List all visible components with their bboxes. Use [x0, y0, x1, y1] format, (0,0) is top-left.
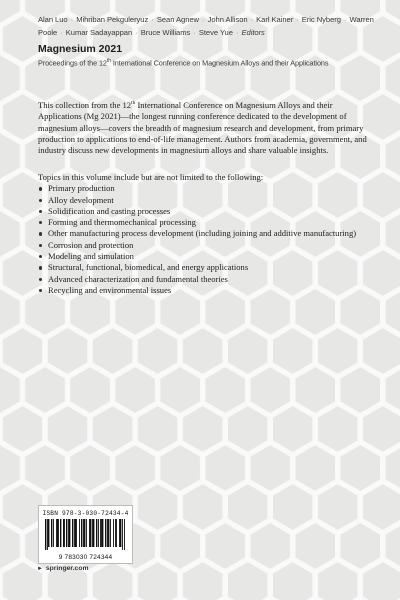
- barcode-bar: [102, 519, 103, 547]
- hexagon-shape: [294, 444, 337, 493]
- hexagon-shape: [114, 444, 156, 493]
- book-title: Magnesium 2021: [38, 43, 123, 55]
- topic-item: Recycling and environmental issues: [38, 285, 368, 296]
- author-name: Eric Nyberg: [301, 15, 341, 24]
- hexagon-shape: [24, 366, 67, 415]
- barcode-bar: [120, 519, 121, 547]
- barcode-bar: [66, 519, 67, 547]
- barcode-bar: [96, 519, 97, 547]
- author-name: Mihriban Pekguleryuz: [76, 15, 149, 24]
- barcode-bar: [89, 519, 90, 547]
- editors-label: Editors: [241, 27, 265, 37]
- barcode-bar: [107, 519, 108, 547]
- hexagon-shape: [69, 366, 112, 415]
- barcode-bar: [124, 519, 125, 550]
- hexagon-shape: [227, 327, 269, 376]
- author-name: Karl Kainer: [256, 15, 294, 24]
- barcode-bar: [69, 519, 70, 547]
- topics-intro: Topics in this volume include but are not limited to the following:: [38, 172, 264, 182]
- barcode-bar: [116, 519, 117, 547]
- barcode-digits: 9 783030 724344: [58, 554, 113, 561]
- hexagon-shape: [317, 483, 360, 532]
- author-separator: ·: [248, 15, 256, 24]
- topic-list: [38, 183, 368, 296]
- hexagon-shape: [69, 444, 112, 493]
- barcode-bar: [83, 519, 84, 547]
- hexagon-shape: [339, 444, 382, 493]
- hexagon-shape: [136, 327, 178, 376]
- topic-item: Solidification and casting processes: [38, 206, 368, 217]
- hexagon-shape: [272, 327, 314, 376]
- hexagon-shape: [317, 405, 360, 454]
- hexagon-shape: [204, 444, 247, 493]
- topic-item: Other manufacturing process development (including joining and additive manufacturing): [38, 228, 368, 239]
- hexagon-shape: [272, 483, 314, 532]
- hexagon-shape: [227, 483, 269, 532]
- authors-line: [38, 14, 383, 39]
- barcode-bar: [101, 519, 102, 547]
- author-separator: ·: [68, 15, 76, 24]
- hexagon-shape: [294, 366, 337, 415]
- barcode-box: [38, 505, 133, 564]
- barcode-bar: [98, 519, 99, 547]
- barcode-bar: [76, 519, 77, 547]
- barcode-bar: [74, 519, 75, 547]
- hexagon-shape: [204, 522, 247, 571]
- barcode-bar: [68, 519, 69, 547]
- hexagon-shape: [181, 327, 224, 376]
- hexagon-shape: [1, 405, 43, 454]
- barcode-bar: [47, 519, 48, 550]
- hexagon-shape: [294, 522, 337, 571]
- hexagon-shape: [181, 483, 224, 532]
- topic-item: Corrosion and protection: [38, 240, 368, 251]
- hexagon-shape: [46, 327, 89, 376]
- hexagon-shape: [339, 522, 382, 571]
- hexagon-shape: [91, 327, 133, 376]
- author-separator: ·: [191, 27, 198, 37]
- hexagon-shape: [159, 522, 202, 571]
- hexagon-shape: [249, 522, 291, 571]
- barcode-bar: [79, 519, 80, 547]
- hexagon-shape: [272, 405, 314, 454]
- topic-item: Modeling and simulation: [38, 251, 368, 262]
- arrow-icon: ►: [37, 566, 43, 572]
- author-name: Kumar Sadayappan: [65, 27, 133, 37]
- hexagon-shape: [136, 483, 178, 532]
- topics-section: [38, 172, 368, 296]
- author-separator: ·: [149, 15, 156, 24]
- hexagon-shape: [24, 444, 67, 493]
- topic-item: Alloy development: [38, 195, 368, 206]
- barcode-bar: [108, 519, 109, 547]
- barcode-bar: [51, 519, 52, 547]
- hexagon-shape: [159, 366, 202, 415]
- hexagon-shape: [227, 405, 269, 454]
- hexagon-shape: [249, 366, 291, 415]
- barcode-bar: [93, 519, 94, 547]
- barcode-bar: [53, 519, 54, 547]
- author-separator: ·: [341, 15, 349, 24]
- hexagon-shape: [159, 444, 202, 493]
- hexagon-shape: [339, 366, 382, 415]
- topic-item: Primary production: [38, 183, 368, 194]
- topic-item: Forming and thermomechanical processing: [38, 217, 368, 228]
- author-name: Sean Agnew: [156, 15, 199, 24]
- hexagon-shape: [91, 405, 133, 454]
- barcode-bar: [81, 519, 82, 547]
- barcode-bar: [110, 519, 111, 547]
- barcode-bar: [56, 519, 57, 547]
- website-text: springer.com: [45, 565, 89, 572]
- barcode-bar: [119, 519, 120, 547]
- author-name: Bruce Williams: [140, 27, 191, 37]
- barcode-bar: [48, 519, 49, 547]
- barcode-bar: [100, 519, 101, 547]
- author-separator: ·: [233, 27, 241, 37]
- author-name: Alan Luo: [38, 15, 68, 24]
- author-name: Steve Yue: [198, 27, 233, 37]
- hexagon-shape: [181, 405, 224, 454]
- author-separator: ·: [133, 27, 140, 37]
- author-name: John Allison: [207, 15, 248, 24]
- author-name: Warren Poole: [38, 15, 374, 37]
- hexagon-shape: [46, 405, 89, 454]
- topic-item: Advanced characterization and fundamental theories: [38, 274, 368, 285]
- hexagon-shape: [136, 405, 178, 454]
- barcode-icon: [45, 519, 126, 550]
- author-separator: ·: [58, 27, 65, 37]
- barcode-bar: [90, 519, 91, 547]
- author-separator: ·: [200, 15, 207, 24]
- hexagon-shape: [317, 327, 360, 376]
- barcode-bar: [60, 519, 61, 547]
- header: [38, 14, 383, 67]
- topic-item: Structural, functional, biomedical, and energy applications: [38, 262, 368, 273]
- barcode-bar: [72, 519, 73, 547]
- barcode-bar: [45, 519, 46, 550]
- hexagon-shape: [249, 444, 291, 493]
- barcode-bar: [122, 519, 123, 550]
- hexagon-shape: [204, 366, 247, 415]
- barcode-bar: [84, 519, 85, 547]
- barcode-bar: [115, 519, 116, 547]
- isbn-text: ISBN 978-3-030-72434-4: [42, 510, 129, 517]
- hexagon-shape: [114, 366, 156, 415]
- author-separator: ·: [294, 15, 301, 24]
- barcode-bar: [113, 519, 114, 547]
- barcode-bar: [105, 519, 106, 547]
- description-paragraph: This collection from the 12th International Conference on Magnesium Alloys and their Applications (Mg 2021)—the longest running conference dedicated to the development of magnesium alloys—covers the breadth of magnesium research and development, from primary production to applications to end-of-life management. Authors from academia, government, and industry discuss new developments in magnesium alloys and share valuable insights.: [38, 100, 367, 156]
- barcode-bar: [92, 519, 93, 547]
- barcode-bar: [64, 519, 65, 547]
- book-subtitle: Proceedings of the 12th International Conference on Magnesium Alloys and their Applications: [38, 58, 329, 68]
- description: [38, 100, 368, 156]
- hexagon-shape: [1, 327, 43, 376]
- barcode-bar: [86, 519, 87, 547]
- barcode-bar: [58, 519, 59, 547]
- publisher-website[interactable]: [37, 565, 89, 572]
